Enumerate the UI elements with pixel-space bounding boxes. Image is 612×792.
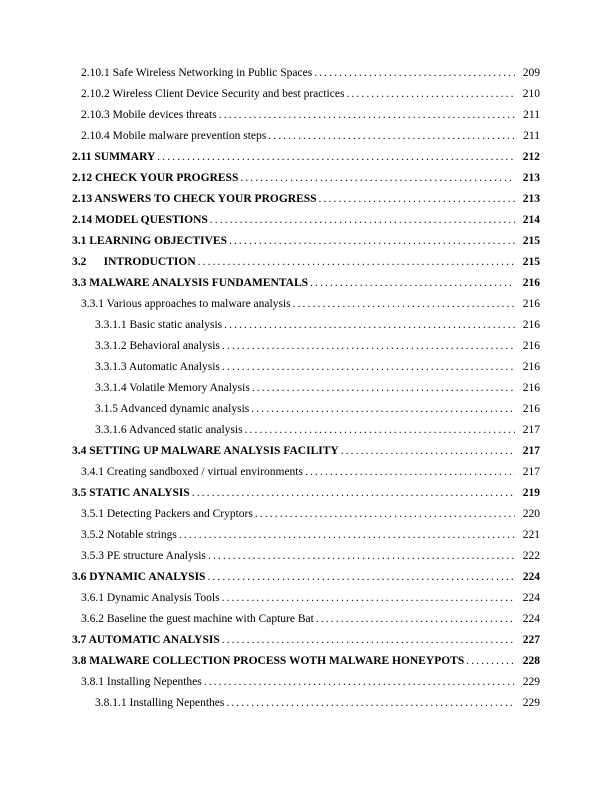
dot-leader [252,378,515,399]
toc-entry-label: 3.6.2 Baseline the guest machine with Capture Bat [81,613,314,625]
toc-entry-page-number: 228 [522,655,540,667]
toc-entry [72,357,540,378]
dot-leader [210,210,515,231]
toc-entry-label: 3.8 MALWARE COLLECTION PROCESS WOTH MALWARE HONEYPOTS [72,655,465,667]
dot-leader [466,651,515,672]
toc-entry [72,105,540,126]
toc-entry [72,231,540,252]
toc-entry-label: 3.3.1.6 Advanced static analysis [95,424,243,436]
toc-entry-page-number: 210 [522,88,540,100]
dot-leader [341,441,515,462]
toc-entry-page-number: 216 [522,298,540,310]
toc-entry-label: 3.6.1 Dynamic Analysis Tools [81,592,220,604]
toc-entry-label: 3.5.3 PE structure Analysis [81,550,206,562]
dot-leader [229,231,515,252]
toc-entry-label: 2.11 SUMMARY [72,151,156,163]
toc-entry-page-number: 211 [523,109,540,121]
dot-leader [222,336,515,357]
toc-entry-label: 3.7 AUTOMATIC ANALYSIS [72,634,220,646]
dot-leader [240,168,515,189]
toc-entry [72,399,540,420]
toc-entry-label: 3.1 LEARNING OBJECTIVES [72,235,227,247]
toc-entry-page-number: 214 [522,214,540,226]
toc-entry [72,252,540,273]
dot-leader [293,294,515,315]
toc-entry-page-number: 213 [522,193,540,205]
dot-leader [179,525,515,546]
toc-entry [72,462,540,483]
toc-entry-label: 2.13 ANSWERS TO CHECK YOUR PROGRESS [72,193,317,205]
dot-leader [319,189,515,210]
toc-entry-page-number: 224 [522,613,540,625]
toc-entry-label: 2.10.4 Mobile malware prevention steps [81,130,267,142]
toc-entry-label: 3.3.1.1 Basic static analysis [95,319,223,331]
dot-leader [314,63,515,84]
toc-entry [72,693,540,714]
toc-entry [72,588,540,609]
toc-entry-page-number: 216 [522,361,540,373]
dot-leader [268,126,515,147]
toc-entry-label: 3.5 STATIC ANALYSIS [72,487,190,499]
table-of-contents [72,63,540,714]
dot-leader [208,546,515,567]
toc-entry-label: 3.3.1 Various approaches to malware analysis [81,298,291,310]
toc-entry-page-number: 219 [522,487,540,499]
toc-entry [72,84,540,105]
dot-leader [219,105,515,126]
toc-entry-label: 3.8.1.1 Installing Nepenthes [95,697,225,709]
toc-entry-page-number: 227 [522,634,540,646]
toc-entry-page-number: 229 [522,697,540,709]
dot-leader [222,357,515,378]
toc-entry [72,420,540,441]
toc-entry [72,441,540,462]
toc-entry-page-number: 216 [522,277,540,289]
toc-entry-page-number: 215 [522,256,540,268]
toc-entry [72,189,540,210]
toc-entry-page-number: 224 [522,592,540,604]
toc-entry-label: 2.14 MODEL QUESTIONS [72,214,208,226]
dot-leader [222,630,515,651]
toc-entry [72,147,540,168]
toc-entry-label: 3.2 INTRODUCTION [72,256,196,268]
toc-entry-page-number: 212 [522,151,540,163]
toc-entry [72,210,540,231]
toc-entry-label: 3.3.1.4 Volatile Memory Analysis [95,382,250,394]
toc-entry [72,294,540,315]
toc-entry-page-number: 216 [522,319,540,331]
toc-entry-page-number: 216 [522,382,540,394]
dot-leader [198,252,515,273]
toc-entry-label: 3.3.1.3 Automatic Analysis [95,361,220,373]
dot-leader [255,504,515,525]
toc-entry-label: 3.5.1 Detecting Packers and Cryptors [81,508,253,520]
toc-entry [72,483,540,504]
dot-leader [346,84,515,105]
toc-entry-page-number: 224 [522,571,540,583]
dot-leader [222,588,515,609]
toc-entry [72,567,540,588]
toc-entry [72,126,540,147]
dot-leader [224,315,515,336]
dot-leader [157,147,515,168]
toc-entry-page-number: 215 [522,235,540,247]
dot-leader [305,462,515,483]
toc-entry-label: 2.10.2 Wireless Client Device Security and best practices [81,88,345,100]
toc-entry [72,336,540,357]
toc-entry-page-number: 222 [522,550,540,562]
dot-leader [226,693,515,714]
toc-entry-label: 3.4.1 Creating sandboxed / virtual environments [81,466,303,478]
dot-leader [310,273,515,294]
toc-entry [72,525,540,546]
toc-entry [72,168,540,189]
toc-entry-label: 3.3 MALWARE ANALYSIS FUNDAMENTALS [72,277,309,289]
toc-entry-page-number: 217 [522,466,540,478]
toc-entry-label: 2.10.3 Mobile devices threats [81,109,217,121]
toc-entry [72,630,540,651]
dot-leader [316,609,515,630]
toc-entry-page-number: 216 [522,403,540,415]
dot-leader [251,399,515,420]
toc-entry [72,315,540,336]
toc-entry-label: 3.4 SETTING UP MALWARE ANALYSIS FACILITY [72,445,339,457]
toc-entry-page-number: 209 [522,67,540,79]
toc-entry-label: 3.3.1.2 Behavioral analysis [95,340,220,352]
toc-entry-page-number: 217 [522,445,540,457]
toc-entry-page-number: 211 [523,130,540,142]
toc-entry [72,273,540,294]
toc-entry [72,63,540,84]
toc-entry-page-number: 217 [522,424,540,436]
toc-entry-label: 2.10.1 Safe Wireless Networking in Public Spaces [81,67,313,79]
toc-entry-label: 3.1.5 Advanced dynamic analysis [95,403,250,415]
toc-entry [72,378,540,399]
dot-leader [207,567,515,588]
toc-entry-page-number: 221 [522,529,540,541]
toc-entry-label: 3.8.1 Installing Nepenthes [81,676,202,688]
toc-entry [72,546,540,567]
toc-entry-page-number: 216 [522,340,540,352]
dot-leader [192,483,515,504]
toc-entry-page-number: 229 [522,676,540,688]
toc-entry-label: 3.5.2 Notable strings [81,529,177,541]
toc-entry-page-number: 213 [522,172,540,184]
toc-entry-page-number: 220 [522,508,540,520]
dot-leader [245,420,515,441]
toc-entry-label: 3.6 DYNAMIC ANALYSIS [72,571,206,583]
toc-entry [72,609,540,630]
toc-entry-label: 2.12 CHECK YOUR PROGRESS [72,172,239,184]
toc-entry [72,651,540,672]
dot-leader [204,672,515,693]
toc-entry [72,504,540,525]
toc-entry [72,672,540,693]
